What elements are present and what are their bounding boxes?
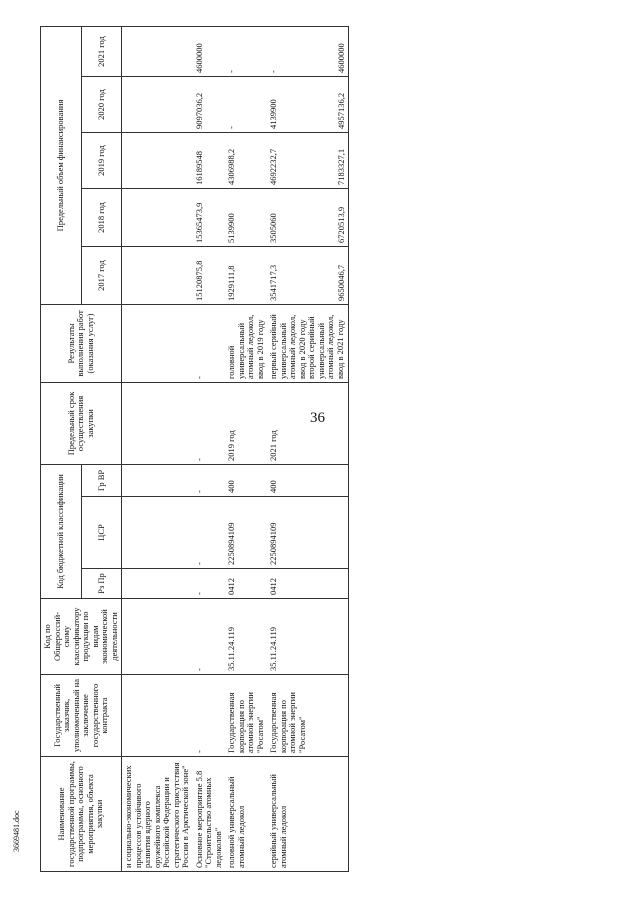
row-2020: - xyxy=(225,76,267,132)
row-2019: 4306988,2 xyxy=(225,132,267,188)
header-customer: Государственный заказчик, уполномоченный на заключение государственного контракта xyxy=(41,675,122,757)
row-2021: 4600000 xyxy=(193,26,226,76)
row-2021: - xyxy=(225,26,267,76)
row-2021 xyxy=(122,26,193,76)
row-2018: 5139900 xyxy=(225,188,267,246)
header-budget-class: Код бюджетной классификации xyxy=(41,464,82,598)
row-2017: 15120875,8 xyxy=(193,246,226,304)
header-rzpr: Рз Пр xyxy=(81,569,122,599)
row-customer xyxy=(122,675,193,757)
footer-filename: 3669481.doc xyxy=(12,810,21,852)
row-extra-2019: 7183327,1 xyxy=(335,148,346,185)
row-okpd: 35.11.24.119 xyxy=(225,599,267,675)
row-rzpr: 0412 xyxy=(267,569,349,599)
header-name: Наименование государственной программы, подпрограммы, основного мероприятия, объекта закупки xyxy=(41,757,122,872)
header-funding: Предельный объем финансирования xyxy=(41,26,82,304)
row-csr: - xyxy=(193,497,226,569)
table-row xyxy=(193,26,226,871)
header-vr: Гр ВР xyxy=(81,464,122,496)
row-extra-2017: 9650046,7 xyxy=(335,264,346,301)
row-rzpr: - xyxy=(193,569,226,599)
row-csr: 2250894109 xyxy=(267,497,349,569)
row-extra-2021: 4600000 xyxy=(335,43,346,73)
row-term xyxy=(122,382,193,464)
row-2017: 1929111,8 xyxy=(225,246,267,304)
row-customer: - xyxy=(193,675,226,757)
header-results: Результаты выполнения работ (оказания услуг) xyxy=(41,304,122,382)
row-extra-2018: 6720513,9 xyxy=(335,206,346,243)
row-name: Основное мероприятие 5.8 "Строительство атомных ледоколов" xyxy=(193,757,226,872)
row-2020 xyxy=(122,76,193,132)
header-year-2021: 2021 год xyxy=(81,26,122,76)
header-year-2018: 2018 год xyxy=(81,188,122,246)
header-year-2020: 2020 год xyxy=(81,76,122,132)
row-results: головной универсальный атомный ледокол, ввод в 2019 году xyxy=(225,304,267,382)
header-year-2017: 2017 год xyxy=(81,246,122,304)
row-name: головной универсальный атомный ледокол xyxy=(225,757,267,872)
row-rzpr xyxy=(122,569,193,599)
row-2017: 3541717,3 9650046,7 xyxy=(267,246,349,304)
row-2019: 4692232,7 7183327,1 xyxy=(267,132,349,188)
row-extra-2020: 4957136,2 xyxy=(335,92,346,129)
row-2019 xyxy=(122,132,193,188)
row-term: - xyxy=(193,382,226,464)
table-row xyxy=(267,26,349,871)
table-row xyxy=(225,26,267,871)
row-csr xyxy=(122,497,193,569)
row-vr: - xyxy=(193,464,226,496)
row-customer: Государственная корпорация по атомной энергии "Росатом" xyxy=(267,675,349,757)
row-okpd: - xyxy=(193,599,226,675)
funding-table xyxy=(40,26,349,872)
row-results: - xyxy=(193,304,226,382)
header-csr: ЦСР xyxy=(81,497,122,569)
row-rzpr: 0412 xyxy=(225,569,267,599)
row-name: серийный универсальный атомный ледокол xyxy=(267,757,349,872)
table-row xyxy=(122,26,193,871)
funding-table-sheet xyxy=(40,27,624,872)
page-number: 36 xyxy=(310,410,325,426)
row-2021: - 4600000 xyxy=(267,26,349,76)
row-results xyxy=(122,304,193,382)
row-customer: Государственная корпорация по атомной энергии "Росатом" xyxy=(225,675,267,757)
row-vr xyxy=(122,464,193,496)
header-year-2019: 2019 год xyxy=(81,132,122,188)
row-vr: 400 xyxy=(225,464,267,496)
header-term: Предельный срок осуществления закупки xyxy=(41,382,122,464)
row-2019: 16189548 xyxy=(193,132,226,188)
row-2020: 4139900 4957136,2 xyxy=(267,76,349,132)
row-2018: 15365473,9 xyxy=(193,188,226,246)
row-term: 2021 год xyxy=(267,382,349,464)
row-vr: 400 xyxy=(267,464,349,496)
row-csr: 2250894109 xyxy=(225,497,267,569)
header-okpd: Код по Общероссий-скому классификатору продукции по видам экономической деятельности xyxy=(41,599,122,675)
row-okpd: 35.11.24.119 xyxy=(267,599,349,675)
row-2020: 9097036,2 xyxy=(193,76,226,132)
row-term: 2019 год xyxy=(225,382,267,464)
row-name: и социально-экономических процессов устойчивого развития ядерного оружейного комплекса Российской Федерации и стратегического присутствия России в Арктической зоне" xyxy=(122,757,193,872)
row-results: первый серийный универсальный атомный ледокол, ввод в 2020 году второй серийный универсальный атомный ледокол, ввод в 2021 году xyxy=(267,304,349,382)
row-2017 xyxy=(122,246,193,304)
row-okpd xyxy=(122,599,193,675)
row-2018: 3505060 6720513,9 xyxy=(267,188,349,246)
row-2018 xyxy=(122,188,193,246)
